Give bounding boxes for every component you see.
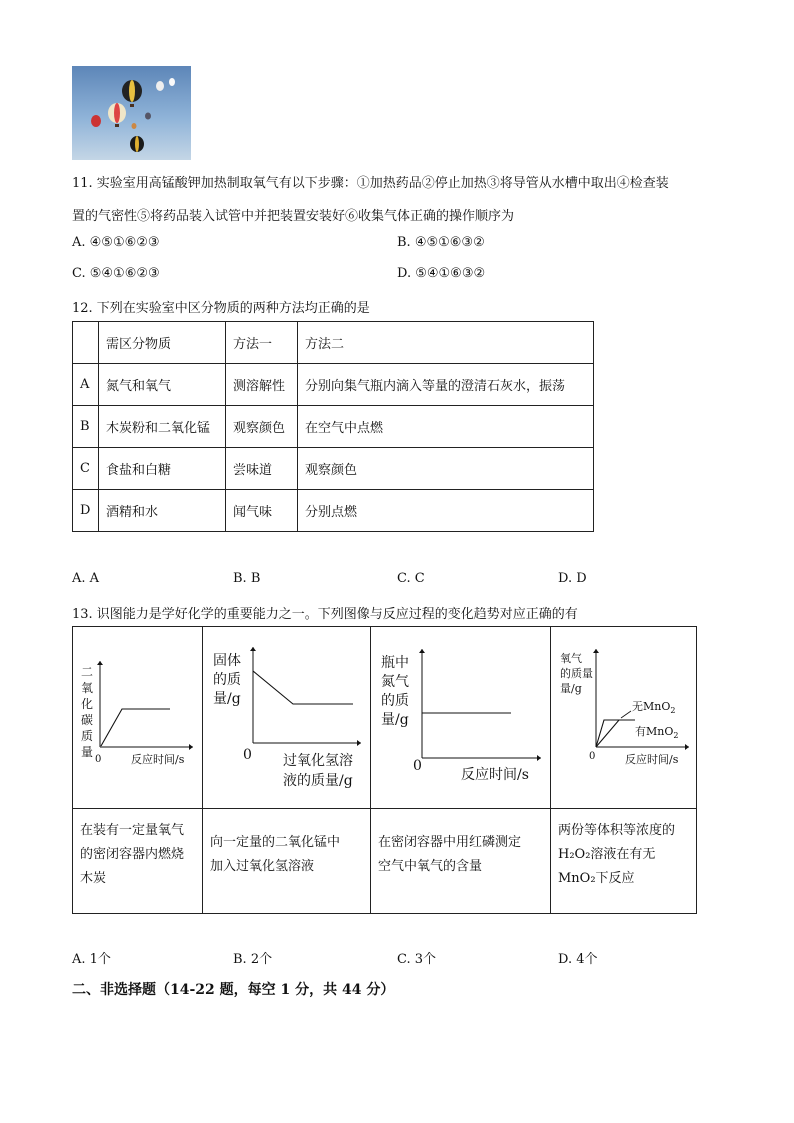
balloon-icon xyxy=(108,103,126,127)
y-axis-label: 二 xyxy=(81,665,94,679)
table-cell: 分别向集气瓶内滴入等量的澄清石灰水，振荡 xyxy=(298,364,594,406)
table-header: 方法二 xyxy=(298,322,594,364)
origin-label: 0 xyxy=(95,754,102,765)
balloon-icon xyxy=(130,136,144,152)
x-axis-label: 过氧化氢溶 xyxy=(283,753,353,769)
table-header: 方法一 xyxy=(226,322,298,364)
table-cell xyxy=(73,322,99,364)
q12-table xyxy=(72,321,594,532)
series-line xyxy=(101,709,170,746)
q12-option-b: B. B xyxy=(233,571,261,586)
table-cell: 分别点燃 xyxy=(298,490,594,532)
q11-stem-line2: 置的气密性⑤将药品装入试管中并把装置安装好⑥收集气体正确的操作顺序为 xyxy=(72,209,515,224)
label-without-mno2: 无MnO$_2$ xyxy=(632,700,676,715)
table-header: 需区分物质 xyxy=(99,322,226,364)
table-cell: 食盐和白糖 xyxy=(99,448,226,490)
x-axis-label: 反应时间/s xyxy=(625,753,679,766)
origin-label: 0 xyxy=(243,747,252,763)
series-line xyxy=(253,671,353,704)
table-cell: A xyxy=(73,364,99,406)
graph-caption: 在装有一定量氧气 的密闭容器内燃烧 木炭 xyxy=(80,823,185,886)
balloon-icon xyxy=(122,80,142,107)
q13-option-b: B. 2个 xyxy=(233,952,273,967)
origin-label: 0 xyxy=(413,758,422,774)
y-axis-label: 固体 xyxy=(213,653,241,669)
q12-option-c: C. C xyxy=(397,571,425,586)
series-line-without-mno2 xyxy=(596,720,635,747)
q11-option-c: C. ⑤④①⑥②③ xyxy=(72,266,160,281)
table-row xyxy=(73,364,594,406)
q13-option-c: C. 3个 xyxy=(397,952,437,967)
y-axis-label: 量/g xyxy=(381,712,409,728)
y-axis-label: 氮气 xyxy=(381,674,409,690)
table-cell: 在空气中点燃 xyxy=(298,406,594,448)
label-with-mno2: 有MnO$_2$ xyxy=(635,725,679,740)
table-cell: 尝味道 xyxy=(226,448,298,490)
y-axis-label: 氧气 xyxy=(560,652,582,665)
table-cell: C xyxy=(73,448,99,490)
graph-caption: 两份等体积等浓度的 H₂O₂溶液在有无 MnO₂下反应 xyxy=(558,823,676,886)
leader-line xyxy=(621,711,631,718)
table-row xyxy=(73,627,697,809)
y-axis-label: 质 xyxy=(81,729,94,743)
y-axis-label: 的质 xyxy=(213,672,241,688)
balloon-icon xyxy=(91,115,101,127)
table-row xyxy=(73,448,594,490)
y-axis-label: 的质量 xyxy=(560,667,593,680)
section-heading: 二、非选择题（14-22 题，每空 1 分，共 44 分） xyxy=(72,982,395,998)
graph-solid-mass xyxy=(203,627,370,804)
y-axis-label: 化 xyxy=(81,697,94,711)
graph-caption: 向一定量的二氧化锰中 加入过氧化氢溶液 xyxy=(210,835,341,874)
origin-label: 0 xyxy=(589,751,596,762)
x-axis-label: 反应时间/s xyxy=(461,767,529,783)
table-cell: 观察颜色 xyxy=(298,448,594,490)
graph-oxygen-mass xyxy=(551,627,696,804)
q13-option-d: D. 4个 xyxy=(558,952,598,967)
table-cell: 闻气味 xyxy=(226,490,298,532)
q13-table xyxy=(72,626,697,914)
q12-option-d: D. D xyxy=(558,571,587,586)
table-cell: 观察颜色 xyxy=(226,406,298,448)
y-axis-label: 的质 xyxy=(381,693,409,709)
table-row xyxy=(73,809,697,914)
q11-option-b: B. ④⑤①⑥③② xyxy=(397,235,485,250)
graph-nitrogen-mass xyxy=(371,627,550,804)
graph-co2-mass xyxy=(73,627,202,804)
y-axis-label: 量 xyxy=(81,745,94,759)
q13-stem: 13. 识图能力是学好化学的重要能力之一。下列图像与反应过程的变化趋势对应正确的有 xyxy=(72,607,578,622)
hot-air-balloons-photo xyxy=(72,66,191,160)
q11-option-d: D. ⑤④①⑥③② xyxy=(397,266,486,281)
table-cell: 氮气和氧气 xyxy=(99,364,226,406)
q12-option-a: A. A xyxy=(72,571,100,586)
x-axis-label: 液的质量/g xyxy=(283,773,353,789)
q12-stem: 12. 下列在实验室中区分物质的两种方法均正确的是 xyxy=(72,301,370,316)
table-row xyxy=(73,406,594,448)
q11-stem-line1: 11. 实验室用高锰酸钾加热制取氧气有以下步骤：①加热药品②停止加热③将导管从水槽中取出④检查装 xyxy=(72,176,669,191)
graph-caption: 在密闭容器中用红磷测定 空气中氧气的含量 xyxy=(378,835,522,874)
table-cell: 测溶解性 xyxy=(226,364,298,406)
y-axis-label: 量/g xyxy=(213,691,241,707)
x-axis-label: 反应时间/s xyxy=(131,753,185,766)
table-row xyxy=(73,490,594,532)
y-axis-label: 瓶中 xyxy=(381,655,409,671)
y-axis-label: 氧 xyxy=(81,681,94,695)
y-axis-label: 碳 xyxy=(81,713,94,727)
y-axis-label: 量/g xyxy=(560,682,582,695)
q13-option-a: A. 1个 xyxy=(72,952,111,967)
table-cell: D xyxy=(73,490,99,532)
table-cell: B xyxy=(73,406,99,448)
table-cell: 酒精和水 xyxy=(99,490,226,532)
table-row xyxy=(73,322,594,364)
table-cell: 木炭粉和二氧化锰 xyxy=(99,406,226,448)
q11-option-a: A. ④⑤①⑥②③ xyxy=(72,235,160,250)
